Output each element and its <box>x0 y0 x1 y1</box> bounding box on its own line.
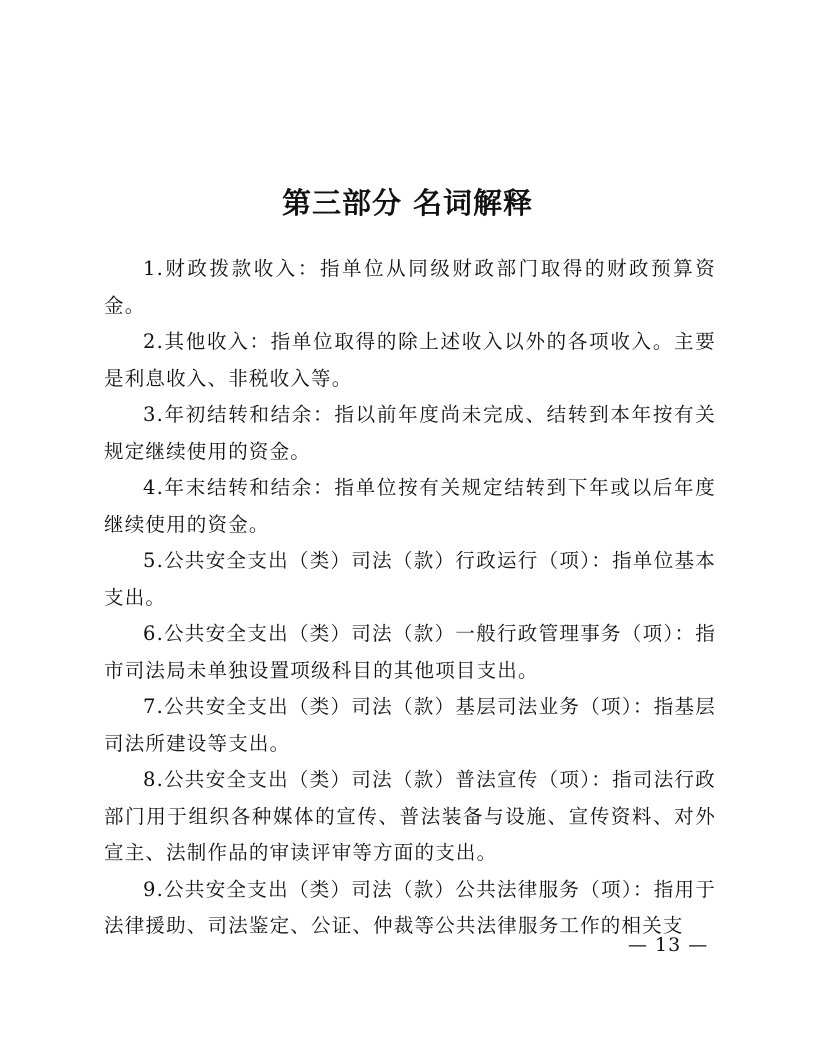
glossary-item-7: 7.公共安全支出（类）司法（款）基层司法业务（项）：指基层司法所建设等支出。 <box>104 695 716 755</box>
glossary-item-8: 8.公共安全支出（类）司法（款）普法宣传（项）：指司法行政部门用于组织各种媒体的宣传、普法装备与设施、宣传资料、对外宣主、法制作品的审读评审等方面的支出。 <box>104 768 716 864</box>
glossary-item-4: 4.年末结转和结余：指单位按有关规定结转到下年或以后年度继续使用的资金。 <box>104 476 716 536</box>
glossary-item-1: 1.财政拨款收入：指单位从同级财政部门取得的财政预算资金。 <box>104 257 716 317</box>
glossary-item-2: 2.其他收入：指单位取得的除上述收入以外的各项收入。主要是利息收入、非税收入等。 <box>104 330 716 390</box>
glossary-item-5: 5.公共安全支出（类）司法（款）行政运行（项）：指单位基本支出。 <box>104 549 716 609</box>
glossary-body <box>104 251 716 945</box>
section-title: 第三部分 名词解释 <box>281 186 534 220</box>
glossary-item-9: 9.公共安全支出（类）司法（款）公共法律服务（项）：指用于法律援助、司法鉴定、公证、仲裁等公共法律服务工作的相关支 <box>104 877 716 937</box>
page-number: — 13 — <box>628 934 709 956</box>
glossary-item-6: 6.公共安全支出（类）司法（款）一般行政管理事务（项）：指市司法局未单独设置项级科目的其他项目支出。 <box>104 622 716 682</box>
glossary-item-3: 3.年初结转和结余：指以前年度尚未完成、结转到本年按有关规定继续使用的资金。 <box>104 403 716 463</box>
